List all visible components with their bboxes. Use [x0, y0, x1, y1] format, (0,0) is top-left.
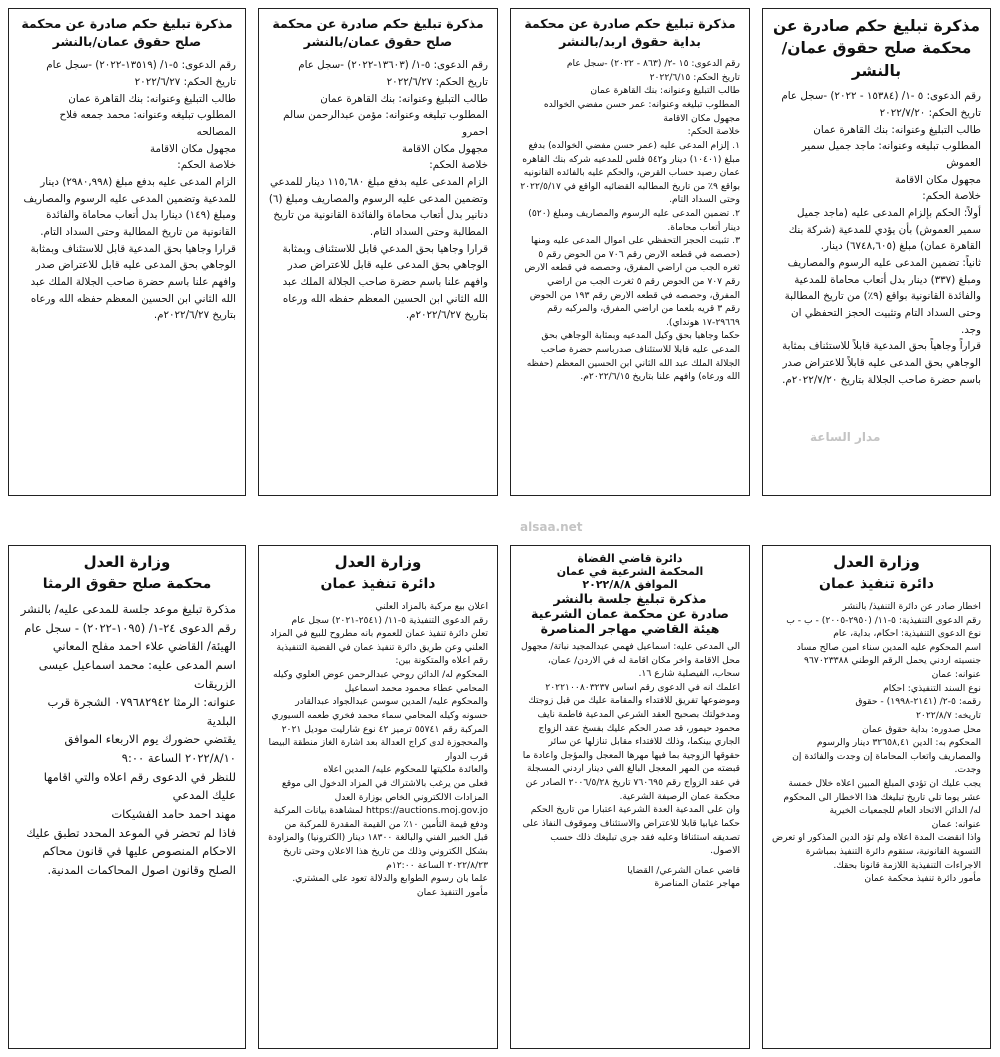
judgment-item-1: ١. إلزام المدعى عليه (عمر حسن مفضي الخوالده) بدفع مبلغ (١٠٤٠١) دينار و٥٤٢ فلس للمدعيه شركه بنك القاهره عمان رصيد حساب القرض، والحكم عليه بالفائده القانونيه بواقع ٩٪ من تاريخ المطالبه القضائيه الواقع في ٢٠٢٢/٥/١٧ وحتى السداد التام. [520, 139, 740, 206]
debtor-address: عنوانه: عمان [931, 669, 981, 681]
vehicle: المركبة رقم ٥٥٧٤١ ترميز ٤٢ نوع شارليت موديل ٢٠٢١ [281, 723, 488, 735]
payment-demand: يجب عليك ان تؤدي المبلغ المبين اعلاه خلال خمسة عشر يوما تلي تاريخ تبليغك هذا الاخطار الى المحكوم له/ الدائن الاتحاد العام للجمعيات الخيرية [783, 777, 981, 817]
notice-title: مذكرة تبليغ حكم صادرة عن محكمة بداية حقوق اربد/بالنشر [524, 16, 736, 50]
notice-title: مذكرة تبليغ حكم صادرة عن محكمة صلح حقوق عمان/ بالنشر [772, 17, 981, 80]
instrument-type: نوع السند التنفيذي: احكام [883, 682, 981, 694]
notice-amman-judgment-13603 [258, 8, 498, 496]
ministry-title: وزارة العدل [83, 553, 171, 571]
watermark: مدار الساعة [810, 430, 881, 444]
judgment-second: ثانياً: تضمين المدعى عليه الرسوم والمصاريف ومبلغ (٣٣٧) دينار بدل أتعاب محاماة للمدعية والفائدة القانونية بواقع (٩٪) من تاريخ المطالبة وحتى السداد التام وتثبيت الحجز التحفظي ان وجد. [784, 257, 981, 336]
judgment-summary-label: خلاصة الحكم: [429, 159, 488, 172]
requester: طالب التبليغ وعنوانه: بنك القاهرة عمان [68, 92, 236, 105]
notice-title: مذكرة تبليغ حكم صادرة عن محكمة صلح حقوق عمان/بالنشر [21, 16, 233, 50]
requester: طالب التبليغ وعنوانه: بنك القاهرة عمان [813, 123, 981, 136]
defendant-address: عنوانه: الرمثا ٠٧٩٦٨٢٩٤٢ الشجرة قرب البلدية [47, 695, 236, 728]
judgment-item-3: ٣. تثبيت الحجز التحفظي على اموال المدعى عليه ومنها (حصصه في قطعه الارض رقم ٧٠٦ من الحوض رقم ٥ ثغره الجب من اراضي المفرق، وحصصه في قطعه الارض رقم ٧٠٧ من الحوض رقم ٥ ثغرت الجب من اراضي المفرق، وحصصه في قطعه الارض رقم ١٩٣ من الحوض رقم ٣ قريه بلعما من اراضي المفرق، والمركبه رقم ٢٩٦٦٩-١٧ هونداي). [524, 235, 740, 328]
vehicle-ownership: والعائدة ملكيتها للمحكوم عليه/ المدين اعلاه [323, 764, 488, 776]
defendant: المطلوب تبليغه وعنوانه: محمد جمعه فلاح المصالحه [59, 109, 236, 138]
judge-name: مهاجر عثمان المناصرة [654, 878, 740, 890]
notice-ramtha-hearing [8, 545, 246, 1049]
department-title: دائرة تنفيذ عمان [819, 575, 934, 592]
case-number: رقم الدعوى: ٥ -١/ (١٥٣٨٤ - ٢٠٢٢) -سجل عام [781, 90, 981, 103]
judgment-decision: وان على المدعية العدة الشرعية اعتبارا من تاريخ الحكم حكما غيابيا قابلا للاعتراض والاستئناف وموقوف النفاذ على تصديقه استئنافا وعليه فقد جرى تبليغك ذلك حسب الاصول. [522, 804, 740, 857]
department-title: دائرة قاضي القضاة [577, 552, 683, 565]
case-number: رقم الدعوى: ١٥ -٢/ (٨٦٣ - ٢٠٢٢) -سجل عام [566, 58, 740, 70]
notice-heading: مذكرة تبليغ موعد جلسة للمدعى عليه/ بالنشر [20, 602, 236, 617]
judgment-date: تاريخ الحكم: ٢٠٢٢/٦/١٥ [649, 71, 740, 83]
instrument-date: تاريخه: ٢٠٢٢/٨/٧ [915, 709, 981, 721]
judgment-date: تاريخ الحكم: ٢٠٢٢/٦/٢٧ [386, 75, 488, 88]
judgment-item-2: ٢. تضمين المدعى عليه الرسوم والمصاريف ومبلغ (٥٢٠) دينار أتعاب محاماة. [528, 207, 740, 233]
hearing-date: يقتضي حضورك يوم الاربعاء الموافق ٢٠٢٢/٨/١٠ الساعة ٩:٠٠ [64, 732, 236, 766]
residence-unknown: مجهول مكان الاقامة [663, 112, 740, 124]
debtor: اسم المحكوم عليه المدين سناء امين صالح مساد جنسيته اردني يحمل الرقم الوطني ٩٦٧٠٢٣٣٨٨ [796, 641, 981, 667]
auction-instructions: فعلى من يرغب بالاشتراك في المزاد الدخول الى موقع المزادات الالكتروني الخاص بوزارة العدل https://auctions.moj.gov.jo لمشاهدة بيانات المركبة ودفع قيمة التأمين ١٠٪ من القيمة المقدرة للمركبة من قبل الخبير الفني والبالغة ١٨٣٠٠ دينار (الكترونيا) والمزاودة بشكل الكتروني وذلك من تاريخ هذا الاعلان وحتى تاريخ ٢٠٢٢/٨/٢٣ الساعة ١٢:٠٠م [268, 777, 488, 871]
warning: فاذا لم تحضر في الموعد المحدد تطبق عليك الاحكام المنصوص عليها في قانون محاكم الصلح وقانون اصول المحاكمات المدنية. [26, 825, 236, 877]
hearing-purpose: للنظر في الدعوى رقم اعلاه والتي اقامها عليك المدعي [43, 769, 236, 803]
case-number: رقم الدعوى: ٥-١/ (١٣٥١٩-٢٠٢٢) -سجل عام [46, 59, 236, 72]
notice-amman-judgment-13519 [8, 8, 246, 496]
defendant: المطلوب تبليغه وعنوانه: مؤمن عبدالرحمن سالم احمرو [283, 109, 488, 138]
judgment-decision: قرارا وجاهيا بحق المدعية قابل للاستئناف وبمثابة الوجاهي بحق المدعى عليه قابل للاعتراض صدر وافهم علنا باسم حضرة صاحب الجلالة الملك عبد الله الثاني ابن الحسين المعظم حفظه الله ورعاه بتاريخ ٢٠٢٢/٦/٢٧م. [30, 242, 236, 322]
residence-unknown: مجهول مكان الاقامة [150, 142, 236, 155]
notice-execution-2950 [762, 545, 991, 1049]
defendant: الى المدعى عليه: اسماعيل فهمي عبدالمجيد نباتة/ مجهول محل الاقامة واخر مكان اقامة له في الاردن/ عمان، سحاب، الفيصلية شارع ١٦. [520, 641, 740, 680]
ministry-title: وزارة العدل [833, 553, 920, 571]
issuing-court: محل صدوره: بداية حقوق عمان [862, 723, 981, 735]
auction-heading: اعلان بيع مركبة بالمزاد العلني [375, 601, 488, 613]
signature: مأمور التنفيذ عمان [416, 886, 488, 898]
defendant: المطلوب تبليغه وعنوانه: عمر حسن مفضي الخوالده [543, 99, 740, 111]
residence-unknown: مجهول مكان الاقامة [895, 173, 981, 186]
judgment-date: تاريخ الحكم: ٢٠٢٢/٧/٢٠ [879, 107, 981, 120]
instrument-number: رقمه: ٥-٢/ (٢١٤١-١٩٩٨) - حقوق [855, 696, 981, 708]
case-number: رقم الدعوى: ٥-١/ (١٣٦٠٣-٢٠٢٢) -سجل عام [298, 59, 488, 72]
fees-note: علما بان رسوم الطوابع والدلالة تعود على المشتري. [292, 873, 488, 885]
department-title: دائرة تنفيذ عمان [320, 575, 436, 592]
judgment-first: أولاً: الحكم بإلزام المدعى عليه (ماجد جميل سمير العموش) بأن يؤدي للمدعية (شركة بنك القاهرة عمان) مبلغ (٦٧٤٨,٦٠٥) دينار. [788, 207, 981, 253]
case-number: رقم الدعوى التنفيذية ٥-١١/ (٢٥٤١-٢٠٢١) سجل عام [291, 614, 488, 626]
judgment-date: تاريخ الحكم: ٢٠٢٢/٦/٢٧ [134, 75, 236, 88]
notice-heading: اخطار صادر عن دائرة التنفيذ/ بالنشر [842, 601, 981, 613]
defendant: المطلوب تبليغه وعنوانه: ماجد جميل سمير العموش [801, 140, 981, 170]
notice-amman-judgment-15384 [762, 8, 991, 496]
ministry-title: وزارة العدل [334, 553, 422, 571]
residence-unknown: مجهول مكان الاقامة [402, 142, 488, 155]
requester: طالب التبليغ وعنوانه: بنك القاهرة عمان [320, 92, 488, 105]
notice-vehicle-auction [258, 545, 498, 1049]
notice-date: الموافق ٢٠٢٢/٨/٨ [582, 578, 678, 591]
auction-intro: تعلن دائرة تنفيذ عمان للعموم بانه مطروح للبيع في المزاد العلني وعن طريق دائرة تنفيذ عمان في القضية التنفيذية رقم اعلاه والمتكونة بين: [270, 628, 488, 667]
requester: طالب التبليغ وعنوانه: بنك القاهرة عمان [590, 85, 740, 97]
defendant: اسم المدعى عليه: محمد اسماعيل عيسى الزريقات [38, 657, 236, 691]
panel: الهيئة/ القاضي علاء احمد مفلح المعاني [52, 639, 236, 654]
creditor-address: عنوانه: عمان [931, 818, 981, 830]
issuer: صادرة عن محكمة عمان الشرعية [531, 606, 729, 621]
notice-sharia-court [510, 545, 750, 1049]
vehicle-location: والمحجوزة لدى كراج العدالة بعد اشارة الغاز منطقة البيضا قرب الدوار [268, 737, 488, 762]
case-type: نوع الدعوى التنفيذية: احكام، بداية، عام [833, 628, 981, 640]
judgment-text: الزام المدعى عليه بدفع مبلغ ١١٥,٦٨٠ دينار للمدعي وتضمين المدعى عليه الرسوم والمصاريف ومبلغ (٦) دنانير بدل أتعاب محاماة والفائدة القانونية من تاريخ المطالبة وحتى السداد التام. [268, 175, 488, 238]
court-title: المحكمة الشرعية في عمان [556, 565, 704, 578]
judgment-summary-label: خلاصة الحكم: [687, 126, 740, 138]
creditor: المحكوم له/ الدائن روحي عبدالرحمن عوض العلوي وكيله المحامي عطاء محمود محمد اسماعيل [273, 669, 488, 694]
debtor: والمحكوم عليه/ المدين سوسن عبدالجواد عبدالقادر حسونه وكيله المحامي سماء محمد فخري طعمه السيوري [271, 696, 488, 721]
panel: هيئة القاضي مهاجر المناصرة [540, 621, 720, 636]
judge-title: قاضي عمان الشرعي/ القضايا [627, 864, 740, 876]
plaintiff: مهند احمد حامد الفشيكات [111, 806, 236, 821]
judgment-summary-label: خلاصة الحكم: [922, 190, 981, 203]
notice-irbid-judgment-863 [510, 8, 750, 496]
judgment-decision: قرارا وجاهيا بحق المدعي قابل للاستئناف وبمثابة الوجاهي بحق المدعى عليه قابل للاعتراض صدر وافهم علنا باسم حضرة صاحب الجلالة الملك عبد الله الثاني ابن الحسين المعظم حفظه الله ورعاه بتاريخ ٢٠٢٢/٦/٢٧م. [282, 242, 488, 322]
notice-heading: مذكرة تبليغ جلسة بالنشر [553, 591, 707, 606]
judgment-amount: المحكوم به: الدين ٣٢٦٥٨,٤١ دينار والرسوم والمصاريف واتعاب المحاماة إن وجدت والفائدة إن وجدت. [792, 737, 981, 776]
signature: مأمور دائرة تنفيذ محكمة عمان [864, 873, 981, 885]
judgment-summary-label: خلاصة الحكم: [177, 159, 236, 172]
warning: واذا انقضت المدة اعلاه ولم تؤد الدين المذكور او تعرض التسوية القانونية، ستقوم دائرة التنفيذ بمباشرة الاجراءات التنفيذية اللازمة قانونا بحقك. [772, 832, 981, 871]
judgment-decision: حكما وجاهيا بحق وكيل المدعيه وبمثابة الوجاهي بحق المدعى عليه قابلا للاستئناف صدرباسم حضرة صاحب الجلالة الملك عبد الله الثاني ابن الحسين المعظم (حفظه الله ورعاه) وافهم علنا بتاريخ ٢٠٢٢/٦/١٥م. [526, 330, 740, 383]
watermark: alsaa.net [520, 520, 583, 534]
case-number: رقم الدعوى التنفيذية: ٥-١١/ (٢٩٥٠-٢٠٠٥) - ب - ب [786, 614, 981, 626]
case-details: اعلمك انه في الدعوى رقم اساس ٢٠٢٢١٠٠٨٠٣٢٣٧ وموضوعها تفريق للافتداء والمقامة عليك من قبل زوجتك ومدخولتك بصحيح العقد الشرعي المدعية فاطمة نايف محمود حيمور، قد صدر الحكم عليك بفسخ عقد الزواج الجاري بينكما، وذلك للافتداء مقابل تنازلها عن سائر حقوقها الزوجية بما فيها مهرها المعجل والمؤجل واعادة ما قبضته من المهر المعجل البالغ الفي دينار اردني المسجلة في عقد الزواج رقم ٧٦٠٦٩٥ تاريخ ٢٠٠٦/٥/٢٨ الصادر عن محكمة عمان الرصيفة الشرعية. [522, 681, 740, 802]
case-number: رقم الدعوى ٢٤-١/ (١٠٩٥-٢٠٢٢) - سجل عام [24, 620, 236, 635]
court-title: محكمة صلح حقوق الرمثا [42, 575, 212, 592]
judgment-decision: قراراً وجاهياً بحق المدعية قابلاً للاستئناف بمثابة الوجاهي بحق المدعى عليه قابلاً للاعتراض صدر باسم حضرة صاحب الجلالة بتاريخ ٢٠٢٢/٧/٢٠م. [782, 340, 981, 386]
judgment-text: الزام المدعى عليه بدفع مبلغ (٢٩٨٠,٩٩٨) دينار للمدعية وتضمين المدعى عليه الرسوم والمصاريف ومبلغ (١٤٩) دينارا بدل أتعاب محاماة والفائدة القانونية من تاريخ المطالبة وحتى السداد التام. [23, 175, 236, 238]
notice-title: مذكرة تبليغ حكم صادرة عن محكمة صلح حقوق عمان/بالنشر [272, 16, 484, 50]
